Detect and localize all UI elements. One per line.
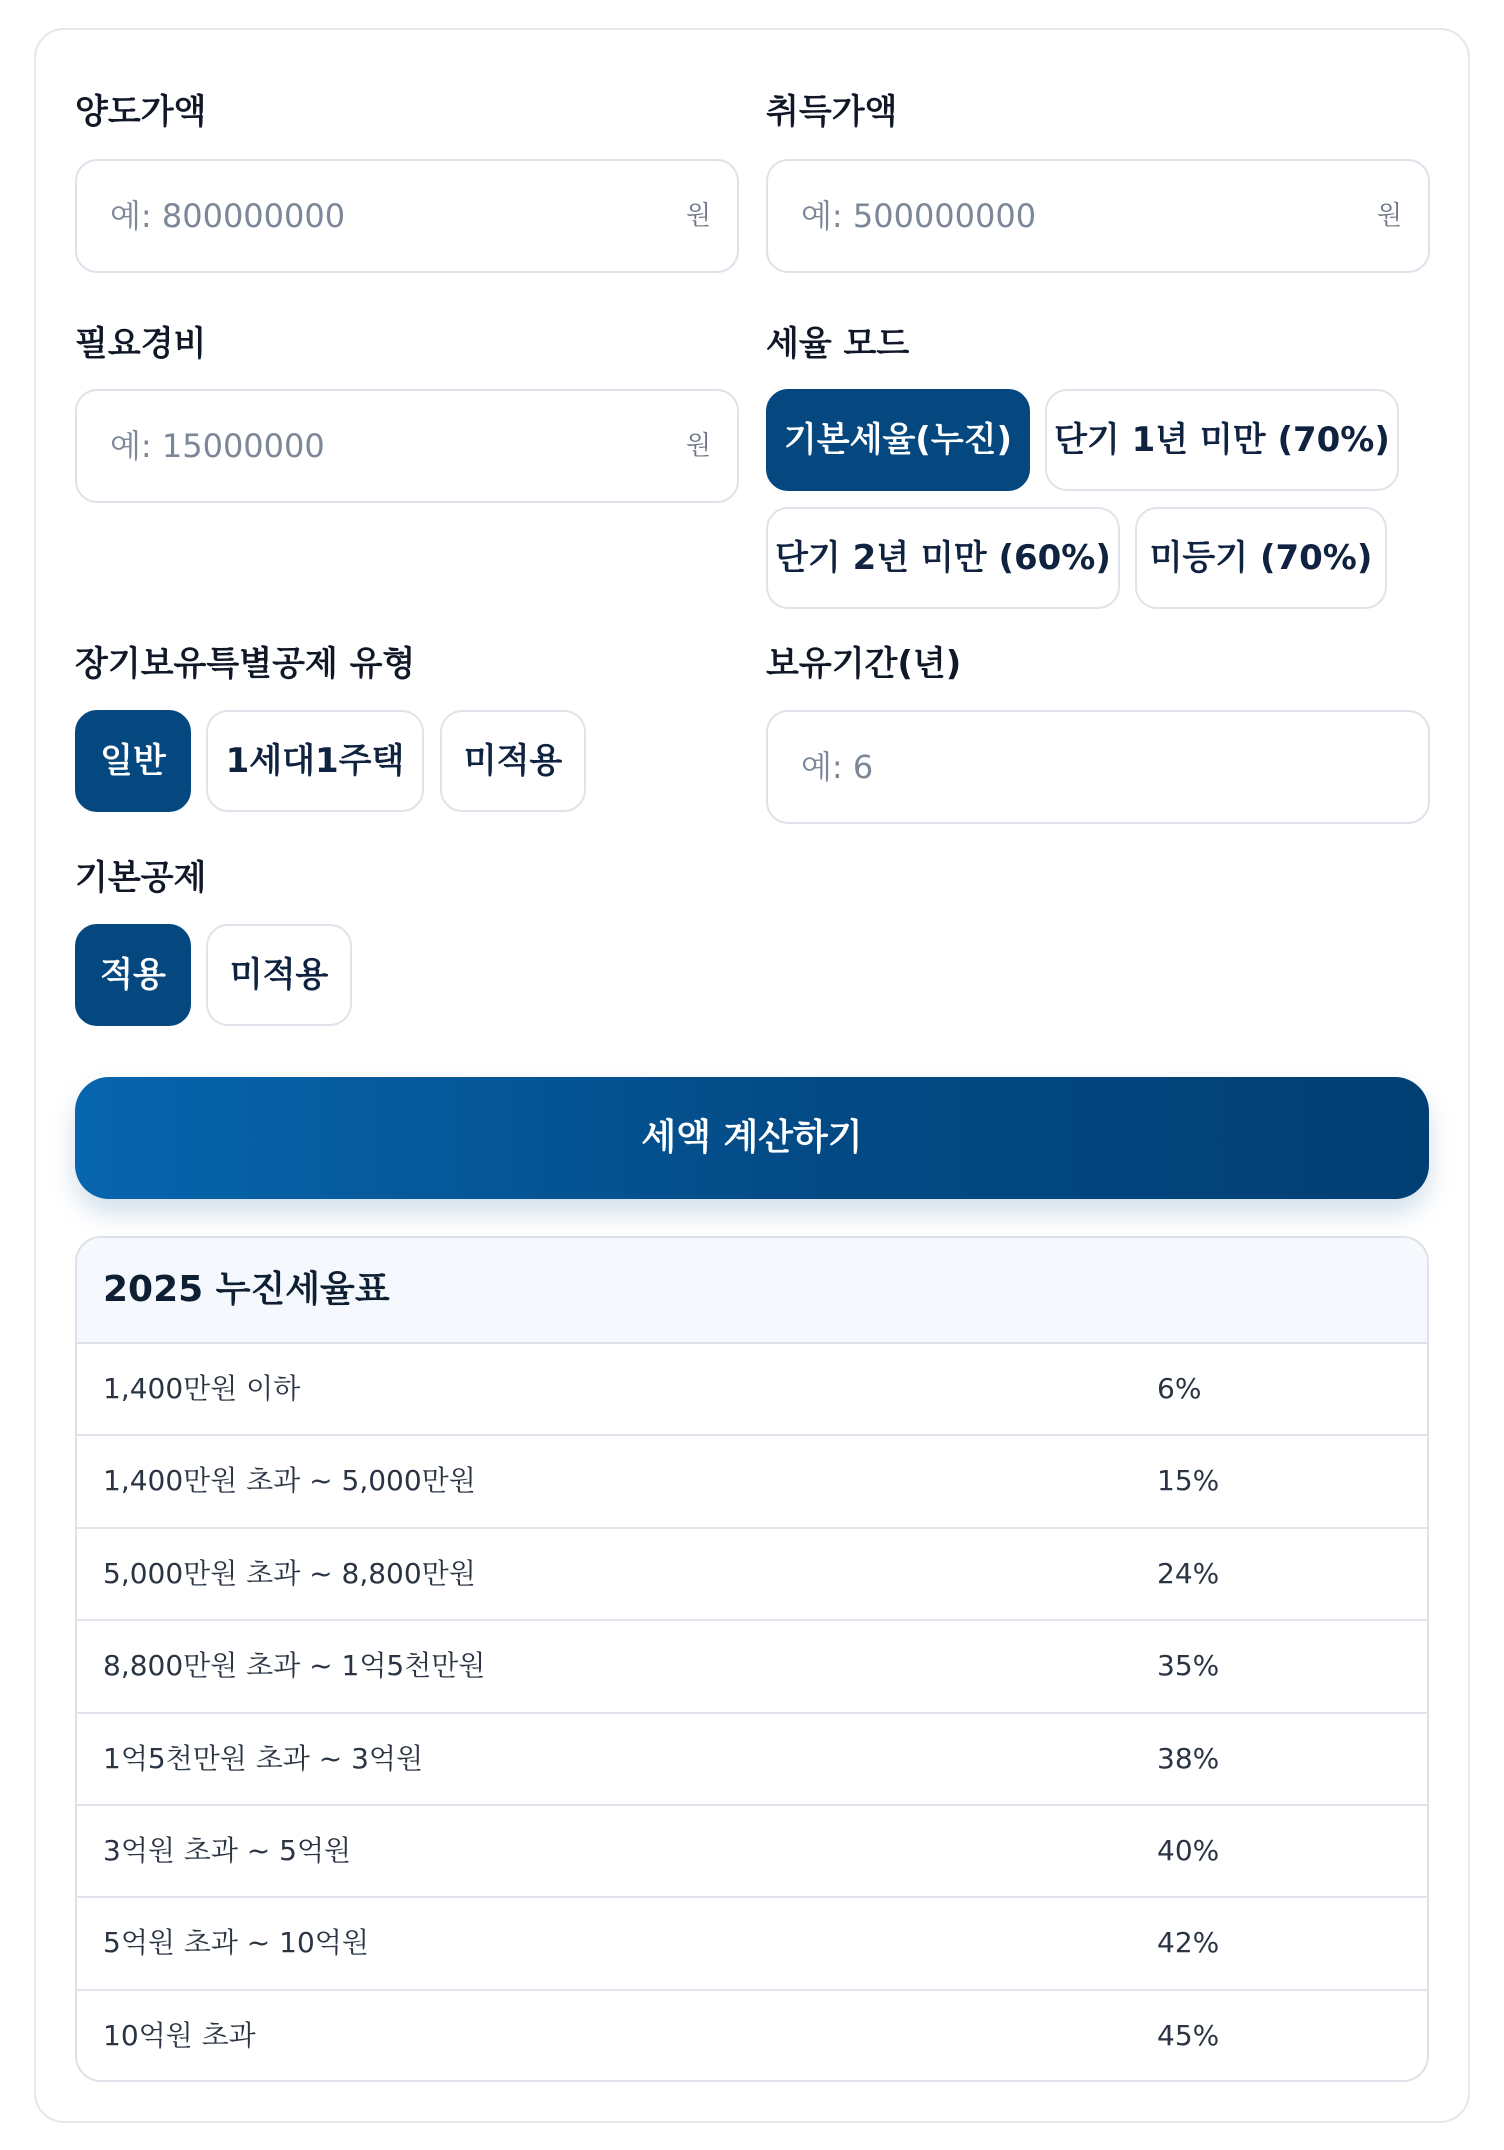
tax-mode-option-short-2yr[interactable]: 단기 2년 미만 (60%) (766, 507, 1120, 609)
long-term-option-general[interactable]: 일반 (75, 710, 191, 812)
long-term-option-single-home[interactable]: 1세대1주택 (206, 710, 424, 812)
expenses-unit: 원 (685, 431, 711, 461)
acquisition-price-placeholder: 예: 500000000 (801, 197, 1037, 235)
table-cell-range: 8,800만원 초과 ~ 1억5천만원 (103, 1649, 486, 1683)
table-cell-range: 1,400만원 이하 (103, 1372, 301, 1405)
sale-price-placeholder: 예: 800000000 (110, 197, 346, 235)
table-cell-range: 3억원 초과 ~ 5억원 (103, 1833, 352, 1867)
acquisition-price-input[interactable] (766, 159, 1430, 273)
table-cell-range: 10억원 초과 (103, 2018, 256, 2052)
table-row (77, 1621, 1427, 1713)
sale-price-unit: 원 (685, 201, 711, 231)
expenses-input[interactable] (75, 389, 739, 503)
table-cell-rate: 6% (1157, 1372, 1202, 1405)
long-term-option-not-applied[interactable]: 미적용 (440, 710, 586, 812)
acquisition-price-unit: 원 (1376, 201, 1402, 231)
table-row (77, 1344, 1427, 1436)
table-cell-range: 1,400만원 초과 ~ 5,000만원 (103, 1464, 476, 1498)
sale-price-input[interactable] (75, 159, 739, 273)
table-row (77, 1991, 1427, 2082)
calculate-button[interactable]: 세액 계산하기 (75, 1077, 1429, 1199)
table-cell-rate: 42% (1157, 1926, 1220, 1960)
tax-rate-table (75, 1236, 1429, 2082)
tax-mode-label: 세율 모드 (766, 324, 910, 364)
basic-deduction-option-applied[interactable]: 적용 (75, 924, 191, 1026)
basic-deduction-option-not-applied[interactable]: 미적용 (206, 924, 352, 1026)
table-row (77, 1898, 1427, 1990)
table-cell-rate: 45% (1157, 2018, 1220, 2052)
table-cell-rate: 40% (1157, 1833, 1220, 1867)
sale-price-label: 양도가액 (75, 92, 207, 132)
basic-deduction-label: 기본공제 (75, 858, 207, 898)
tax-mode-option-short-1yr[interactable]: 단기 1년 미만 (70%) (1045, 389, 1399, 491)
expenses-label: 필요경비 (75, 324, 207, 364)
table-row (77, 1529, 1427, 1621)
table-cell-rate: 24% (1157, 1556, 1220, 1590)
table-cell-range: 1억5천만원 초과 ~ 3억원 (103, 1741, 423, 1775)
table-cell-range: 5억원 초과 ~ 10억원 (103, 1926, 369, 1960)
table-cell-range: 5,000만원 초과 ~ 8,800만원 (103, 1556, 476, 1590)
acquisition-price-label: 취득가액 (766, 92, 898, 132)
tax-mode-option-unregistered[interactable]: 미등기 (70%) (1135, 507, 1387, 609)
holding-period-placeholder: 예: 6 (801, 748, 874, 786)
expenses-placeholder: 예: 15000000 (110, 427, 325, 465)
table-cell-rate: 38% (1157, 1741, 1220, 1775)
long-term-deduction-label: 장기보유특별공제 유형 (75, 644, 416, 684)
holding-period-input[interactable] (766, 710, 1430, 824)
table-row (77, 1714, 1427, 1806)
tax-mode-option-progressive[interactable]: 기본세율(누진) (766, 389, 1030, 491)
table-cell-rate: 35% (1157, 1649, 1220, 1683)
tax-table-title: 2025 누진세율표 (77, 1238, 1427, 1344)
holding-period-label: 보유기간(년) (766, 644, 962, 684)
table-row (77, 1806, 1427, 1898)
table-row (77, 1436, 1427, 1528)
table-cell-rate: 15% (1157, 1464, 1220, 1498)
